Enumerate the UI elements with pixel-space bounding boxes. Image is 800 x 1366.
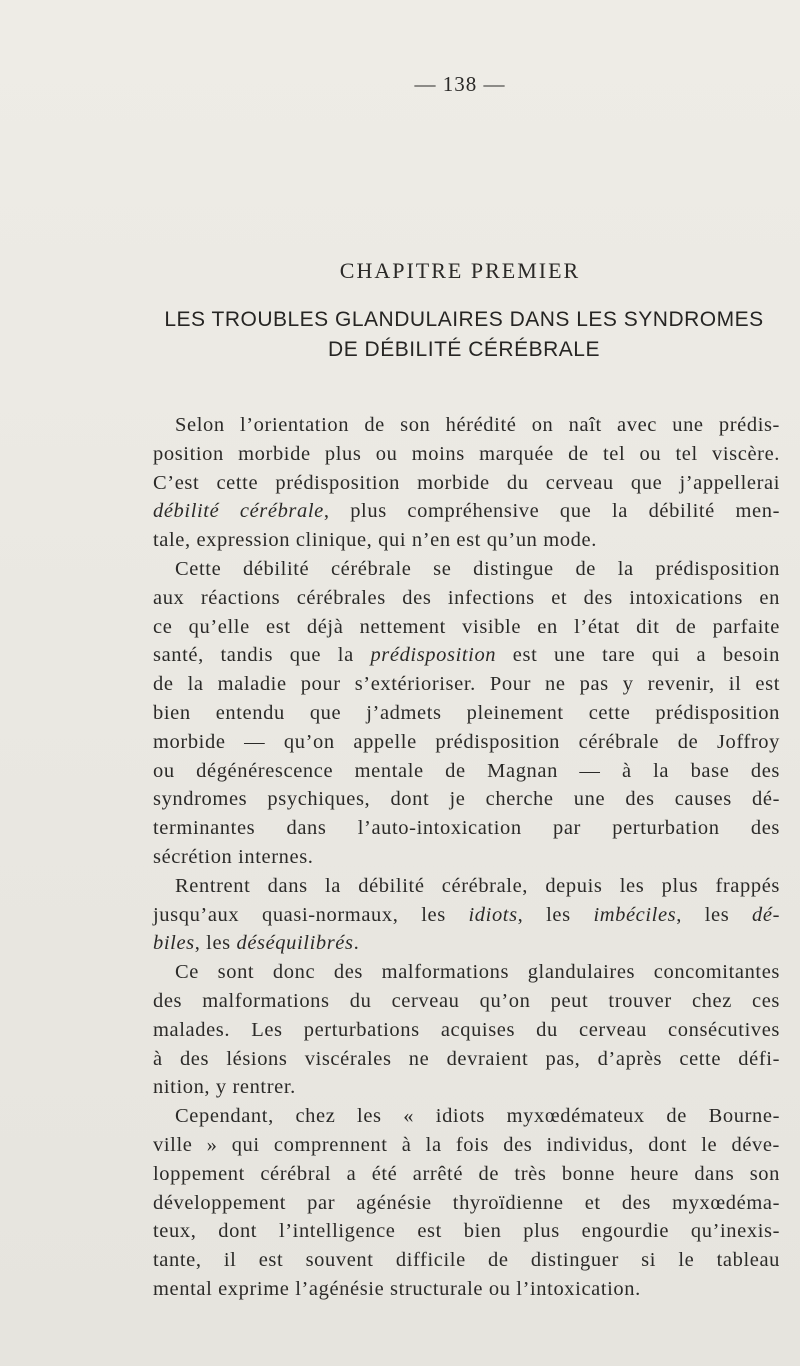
text-line (153, 555, 780, 584)
italic-term: déséquilibrés (236, 932, 354, 955)
text-line (153, 728, 780, 757)
text-run: sécrétion internes. (153, 845, 314, 868)
text-line (153, 469, 780, 498)
text-run: terminantes dans l’auto-intoxication par perturbation des (153, 817, 780, 840)
text-run: Rentrent dans la débilité cérébrale, depuis les plus frappés (175, 874, 780, 897)
text-run: de la maladie pour s’extérioriser. Pour ne pas y revenir, il est (153, 673, 780, 696)
text-line (153, 929, 780, 958)
text-line (153, 584, 780, 613)
text-run: ville » qui comprennent à la fois des individus, dont le déve- (153, 1133, 780, 1156)
text-run: des malformations du cerveau qu’on peut trouver chez ces (153, 989, 780, 1012)
text-line (153, 641, 780, 670)
text-line (153, 699, 780, 728)
text-run: Ce sont donc des malformations glandulaires concomitantes (175, 961, 780, 984)
italic-term: idiots (468, 903, 518, 926)
text-line (153, 1160, 780, 1189)
text-run: Selon l’orientation de son hérédité on naît avec une prédis- (175, 414, 780, 436)
text-line (153, 901, 780, 930)
page-number: — 138 — (414, 72, 506, 96)
text-run: mental exprime l’agénésie structurale ou l’intoxication. (153, 1277, 641, 1300)
chapter-title: CHAPITRE PREMIER (339, 258, 581, 283)
section-heading-line: LES TROUBLES GLANDULAIRES DANS LES SYNDROMES (164, 308, 764, 331)
italic-term: dé- (752, 903, 781, 926)
text-line (153, 1275, 780, 1304)
text-run: , les (194, 932, 237, 955)
text-line (153, 958, 780, 987)
text-line (153, 872, 780, 901)
body-text (153, 411, 780, 1304)
text-line (153, 785, 780, 814)
text-run: aux réactions cérébrales des infections et des intoxications en (153, 586, 780, 609)
text-run: nition, y rentrer. (153, 1076, 296, 1099)
section-heading (150, 305, 778, 365)
text-run: ou dégénérescence mentale de Magnan — à la base des (153, 759, 780, 782)
italic-term: biles (153, 932, 195, 955)
text-run: Cependant, chez les « idiots myxœdémateux de Bourne- (175, 1105, 780, 1128)
text-run: est une tare qui a besoin (496, 644, 780, 667)
text-run: , plus compréhensive que la débilité men- (323, 500, 781, 523)
text-line (153, 613, 780, 642)
text-line (153, 757, 780, 786)
section-heading-line: DE DÉBILITÉ CÉRÉBRALE (328, 338, 600, 361)
text-line (153, 1189, 780, 1218)
text-run: à des lésions viscérales ne devraient pas, d’après cette défi- (153, 1047, 780, 1070)
text-run: position morbide plus ou moins marquée de tel ou tel viscère. (153, 442, 780, 465)
text-run: , les (676, 903, 753, 926)
text-line (153, 1102, 780, 1131)
text-run: , les (517, 903, 594, 926)
text-line (153, 1016, 780, 1045)
text-run: bien entendu que j’admets pleinement cette prédisposition (153, 701, 780, 724)
text-line (153, 1246, 780, 1275)
text-line (153, 1045, 780, 1074)
text-line (153, 440, 780, 469)
text-line (153, 987, 780, 1016)
text-run: santé, tandis que la (153, 644, 371, 667)
text-run: Cette débilité cérébrale se distingue de la prédisposition (175, 557, 780, 580)
italic-term: débilité cérébrale (153, 500, 324, 523)
text-run: morbide — qu’on appelle prédisposition cérébrale de Joffroy (153, 730, 780, 753)
text-run: malades. Les perturbations acquises du cerveau consécutives (153, 1018, 780, 1041)
text-run: loppement cérébral a été arrêté de très bonne heure dans son (153, 1162, 780, 1185)
text-line (153, 526, 780, 555)
text-line (153, 497, 780, 526)
text-run: . (353, 932, 360, 955)
italic-term: prédisposition (370, 644, 497, 667)
text-run: tante, il est souvent difficile de distinguer si le tableau (153, 1249, 780, 1272)
text-run: tale, expression clinique, qui n’en est qu’un mode. (153, 529, 597, 552)
text-run: jusqu’aux quasi-normaux, les (153, 903, 469, 926)
text-run: C’est cette prédisposition morbide du cerveau que j’appellerai (153, 471, 780, 494)
text-line (153, 1073, 780, 1102)
italic-term: imbéciles (593, 903, 677, 926)
text-line (153, 1217, 780, 1246)
text-line (153, 670, 780, 699)
text-run: teux, dont l’intelligence est bien plus engourdie qu’inexis- (153, 1220, 780, 1243)
text-line (153, 411, 780, 440)
text-run: syndromes psychiques, dont je cherche une des causes dé- (153, 788, 780, 811)
text-line (153, 843, 780, 872)
text-line (153, 814, 780, 843)
text-run: ce qu’elle est déjà nettement visible en l’état dit de parfaite (153, 615, 780, 638)
text-line (153, 1131, 780, 1160)
text-run: développement par agénésie thyroïdienne et des myxœdéma- (153, 1191, 780, 1214)
